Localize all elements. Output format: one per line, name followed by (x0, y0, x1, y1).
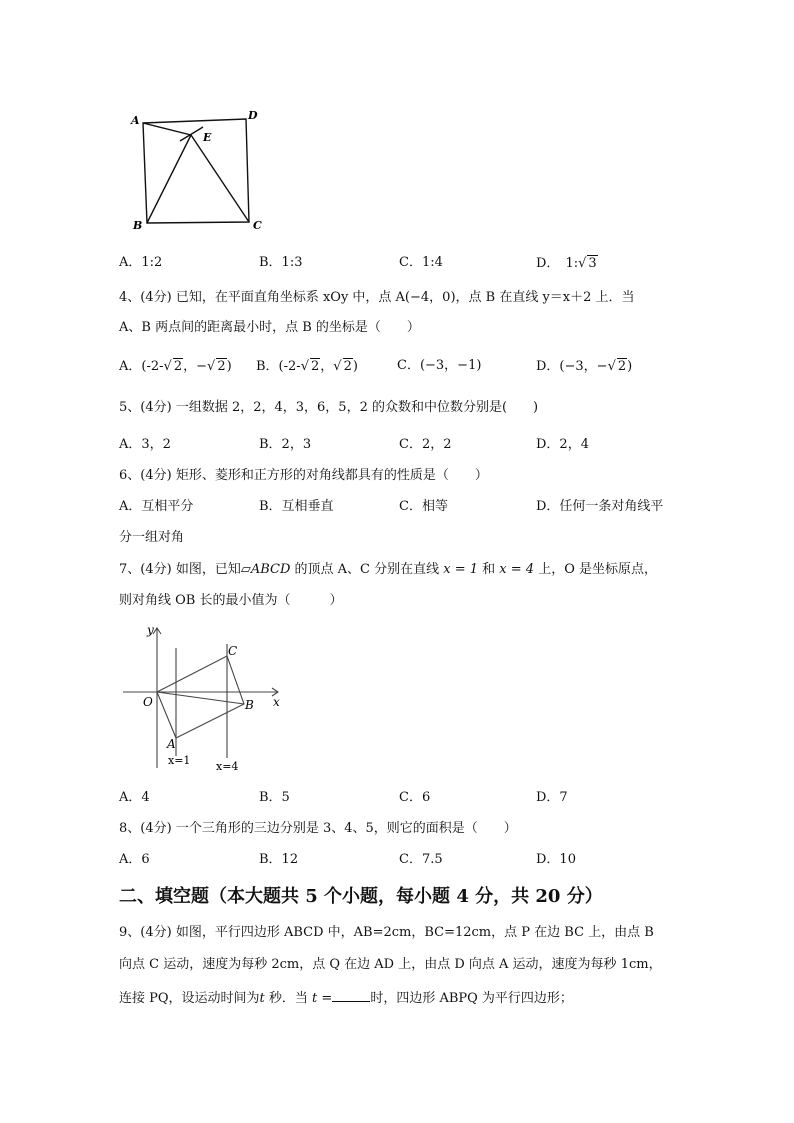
q5-stem: 5、(4分) 一组数据 2，2，4，3，6，5，2 的众数和中位数分别是( ) (119, 400, 539, 415)
q4-a-end: ) (226, 359, 232, 374)
label-a: A (167, 737, 176, 751)
q4-d-rad: 2 (617, 359, 627, 374)
q7-stem-line1 (119, 562, 657, 578)
q4-a-pre: A．( (119, 359, 147, 374)
q3-option-b: B．1:3 (259, 255, 303, 270)
label-b: B (245, 698, 254, 712)
q7-and: 和 (478, 562, 500, 577)
q7-mid: 的顶点 A、C 分别在直线 (290, 562, 444, 577)
q7-line-x4: x = 4 (499, 562, 535, 577)
q4-stem-line1: 4、(4分) 已知，在平面直角坐标系 xOy 中，点 A(−4，0)，点 B 在直线 y＝x＋2 上．当 (119, 290, 635, 305)
q4-option-a: A．(-2-√ 2，−√ 2) (119, 359, 232, 374)
q9-stem-line2: 向点 C 运动，速度为每秒 2cm，点 Q 在边 AD 上，由点 D 向点 A 运动，速度为每秒 1cm， (119, 957, 662, 972)
q4-b-sep: ， (320, 359, 334, 374)
q4-a-rad2: 2 (217, 359, 226, 374)
segment-ae (143, 123, 191, 135)
q9-stem-line1: 9、(4分) 如图，平行四边形 ABCD 中，AB=2cm，BC=12cm，点 P 在边 BC 上，由点 B (119, 925, 654, 940)
q7-line-x1: x = 1 (443, 562, 479, 577)
q6-stem: 6、(4分) 矩形、菱形和正方形的对角线都具有的性质是（ ） (119, 468, 488, 483)
q7-post: 上，O 是坐标原点， (534, 562, 657, 577)
q3-option-c: C．1:4 (399, 255, 443, 270)
q8-option-a: A．6 (119, 852, 150, 867)
q9-line3-pre: 连接 PQ，设运动时间为 (119, 991, 260, 1006)
q4-a-mid: -2- (146, 359, 164, 374)
label-x1: x=1 (168, 754, 191, 767)
q4-d-pre: D．(−3， (536, 359, 597, 374)
q6-option-c: C．相等 (399, 499, 448, 514)
q6-option-a: A．互相平分 (119, 499, 194, 514)
q4-b-pre: B．( (256, 359, 284, 374)
q5-option-d: D．2，4 (536, 437, 589, 452)
q4-stem-line2: A、B 两点间的距离最小时，点 B 的坐标是（ ） (119, 320, 420, 335)
parallelogram (157, 656, 244, 738)
q9-var-t2: t (312, 991, 318, 1006)
q4-b-rad2: 2 (343, 359, 352, 374)
label-c: C (228, 644, 238, 658)
q7-option-d: D．7 (536, 790, 568, 805)
label-x4: x=4 (216, 760, 239, 773)
q4-d-neg: − (596, 359, 608, 374)
tick-mark (180, 127, 203, 141)
label-o: O (143, 695, 153, 709)
q9-line3-post: 时，四边形 ABPQ 为平行四边形； (370, 991, 573, 1006)
label-e: E (203, 131, 212, 144)
q7-pre: 7、(4分) 如图，已知 (119, 562, 241, 577)
q7-stem-line2: 则对角线 OB 长的最小值为（ ） (119, 593, 343, 608)
label-c: C (253, 219, 262, 232)
label-x: x (273, 695, 280, 709)
q5-option-c: C．2，2 (399, 437, 452, 452)
q4-a-rad1: 2 (173, 359, 183, 374)
q7-option-b: B．5 (259, 790, 290, 805)
label-b: B (133, 219, 143, 232)
q4-b-end: ) (352, 359, 358, 374)
q3-option-d-prefix: D． (536, 256, 560, 271)
q6-option-d: D．任何一条对角线平 (536, 499, 664, 514)
q4-option-c: C．(−3，−1) (397, 358, 482, 373)
q7-parallelogram: ▱ABCD (240, 562, 291, 577)
segment-ce (191, 135, 249, 222)
q9-answer-blank[interactable] (332, 989, 370, 1002)
q7-option-a: A．4 (119, 790, 150, 805)
q9-var-t: t (259, 991, 265, 1006)
q6-option-b: B．互相垂直 (259, 499, 334, 514)
q5-option-b: B．2，3 (259, 437, 312, 452)
q6-option-d-continued: 分一组对角 (119, 530, 185, 545)
label-a: A (131, 114, 140, 127)
q7-option-c: C．6 (399, 790, 431, 805)
q5-option-a: A．3，2 (119, 437, 171, 452)
q3-option-d: D． 1:√ 3 (536, 256, 597, 271)
q4-b-mid: -2- (283, 359, 301, 374)
coordinate-figure (115, 618, 295, 776)
square-outline (143, 119, 249, 223)
q8-stem: 8、(4分) 一个三角形的三边分别是 3、4、5，则它的面积是（ ） (119, 821, 517, 836)
q3-option-d-value: 1: (565, 256, 579, 271)
segment-be (147, 135, 191, 223)
label-y: y (147, 623, 154, 637)
q4-d-end: ) (627, 359, 633, 374)
q4-b-rad1: 2 (311, 359, 320, 374)
q8-option-b: B．12 (259, 852, 299, 867)
label-d: D (248, 109, 258, 122)
q9-stem-line3 (119, 989, 573, 1007)
section-title: 二、填空题（本大题共 5 个小题，每小题 4 分，共 20 分） (119, 886, 603, 907)
q9-line3-mid: 秒．当 (264, 991, 313, 1006)
q8-option-c: C．7.5 (399, 852, 443, 867)
q4-a-sep: ， (183, 359, 197, 374)
q4-a-neg: − (196, 359, 208, 374)
q9-eq: = (317, 991, 333, 1006)
q4-option-d: D．(−3，−√ 2) (536, 359, 633, 374)
q8-option-d: D．10 (536, 852, 576, 867)
diagonal-ob (157, 692, 244, 704)
q3-option-a: A．1:2 (119, 255, 163, 270)
q3-option-d-radicand: 3 (588, 256, 597, 271)
square-figure (125, 105, 275, 235)
q4-option-b: B．(-2-√ 2，√ 2) (256, 359, 358, 374)
